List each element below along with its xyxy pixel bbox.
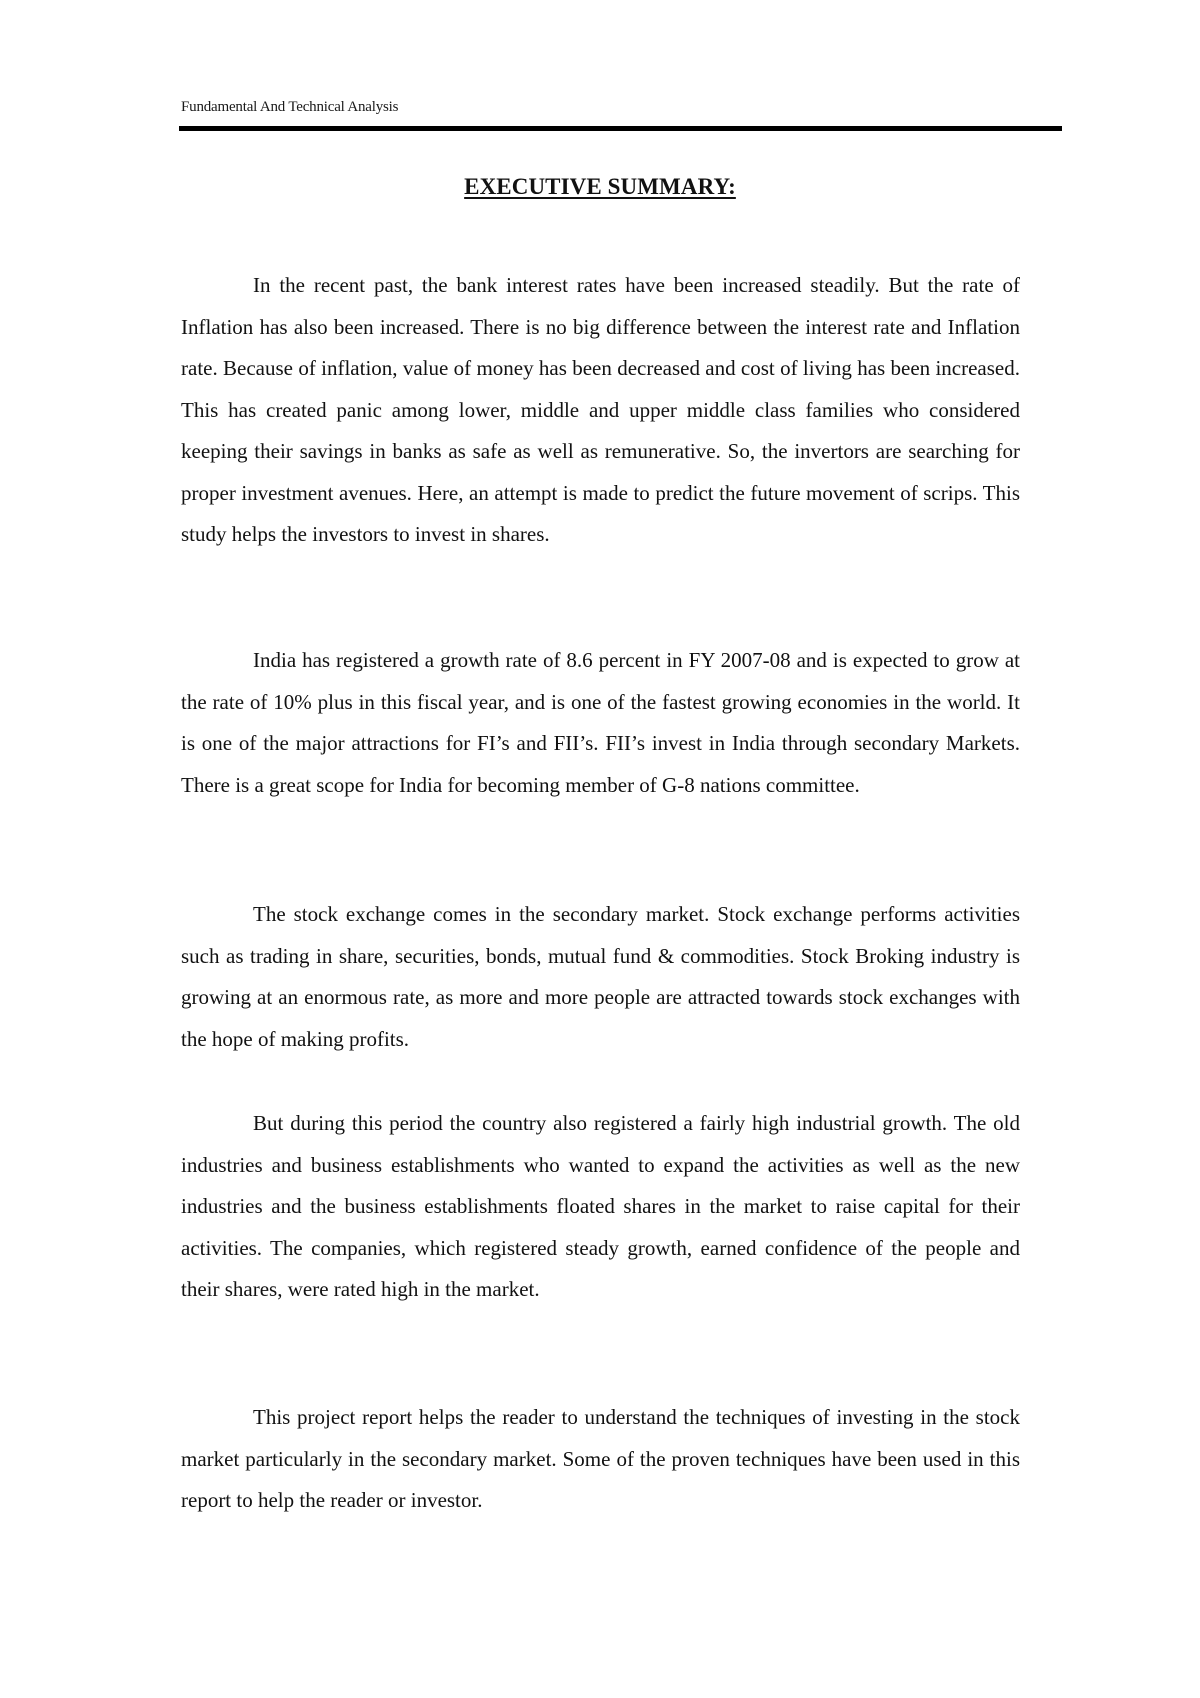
header-rule	[179, 126, 1062, 131]
paragraph-5: This project report helps the reader to understand the techniques of investing in the stock market particularly in the secondary market. Some of the proven techniques have been used in this report to help the reader or investor.	[181, 1405, 1020, 1512]
paragraph-3: The stock exchange comes in the secondary market. Stock exchange performs activities such as trading in share, securities, bonds, mutual fund & commodities. Stock Broking industry is growing at an enormous rate, as more and more people are attracted towards stock exchanges with the hope of making profits.	[181, 902, 1020, 1051]
page-title: EXECUTIVE SUMMARY:	[464, 174, 736, 199]
paragraph-1: In the recent past, the bank interest rates have been increased steadily. But the rate of Inflation has also been increased. There is no big difference between the interest rate and Inflation rate. Because of inflation, value of money has been decreased and cost of living has been increased. This has created panic among lower, middle and upper middle class families who considered keeping their savings in banks as safe as well as remunerative. So, the invertors are searching for proper investment avenues. Here, an attempt is made to predict the future movement of scrips. This study helps the investors to invest in shares.	[181, 273, 1020, 546]
paragraph-4: But during this period the country also registered a fairly high industrial growth. The old industries and business establishments who wanted to expand the activities as well as the new industries and the business establishments floated shares in the market to raise capital for their activities. The companies, which registered steady growth, earned confidence of the people and their shares, were rated high in the market.	[181, 1111, 1020, 1301]
running-header: Fundamental And Technical Analysis	[181, 99, 399, 115]
paragraph-2: India has registered a growth rate of 8.6 percent in FY 2007-08 and is expected to grow at the rate of 10% plus in this fiscal year, and is one of the fastest growing economies in the world. It is one of the major attractions for FI’s and FII’s. FII’s invest in India through secondary Markets. There is a great scope for India for becoming member of G-8 nations committee.	[181, 648, 1020, 797]
